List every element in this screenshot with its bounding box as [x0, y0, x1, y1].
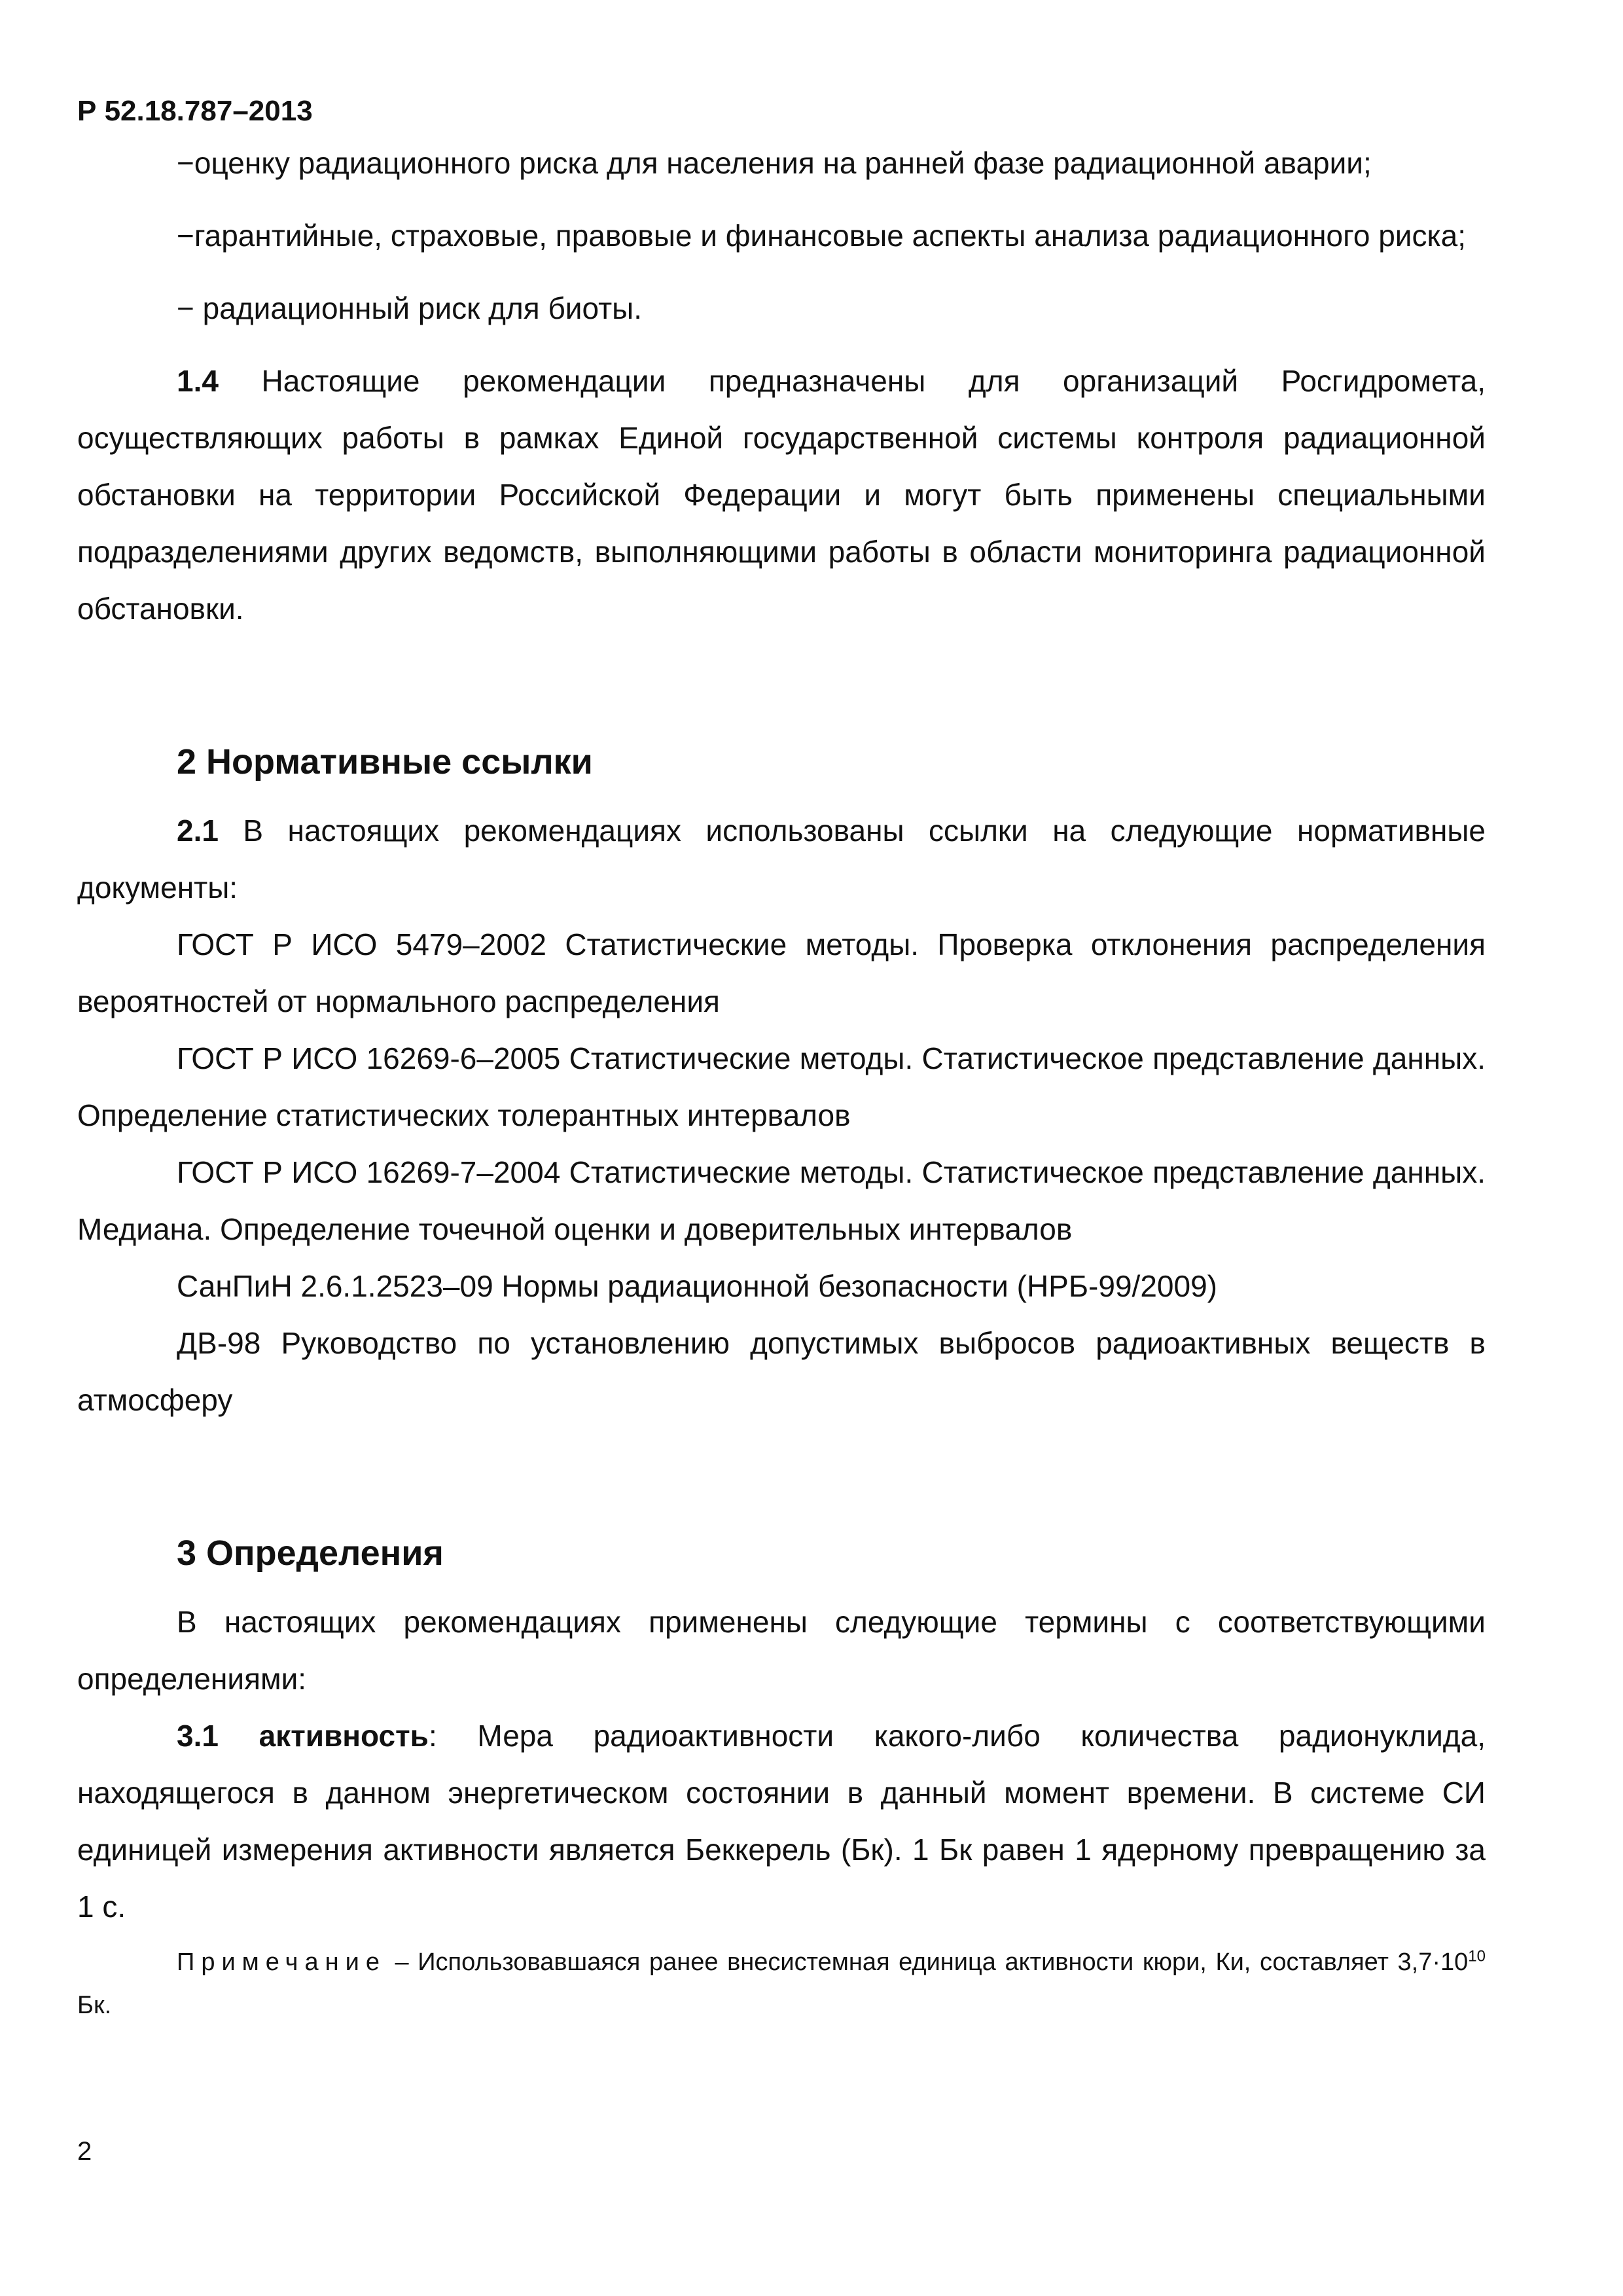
- term-definition: [77, 1708, 1486, 1935]
- reference-item: СанПиН 2.6.1.2523–09 Нормы радиационной безопасности (НРБ-99/2009): [177, 1269, 1217, 1303]
- clause-text: Настоящие рекомендации предназначены для организаций Росгидромета, осуществляющих работы в рамках Единой государственной системы контроля радиационной обстановки на территории Российской Федерации и могут быть применены специальными подразделениями других ведомств, выполняющими работы в области мониторинга радиационной обстановки.: [77, 364, 1486, 626]
- clause-number: 2.1: [177, 814, 219, 848]
- section-intro: В настоящих рекомендациях применены следующие термины с соответствующими определениями:: [77, 1605, 1486, 1696]
- term-text: : Мера радиоактивности какого-либо количества радионуклида, находящегося в данном энергетическом состоянии в данный момент времени. В системе СИ единицей измерения активности является Беккерель (Бк). 1 Бк равен 1 ядерному превращению за 1 с.: [77, 1719, 1486, 1924]
- term-name: 3.1 активность: [177, 1719, 429, 1753]
- clause-text: В настоящих рекомендациях использованы ссылки на следующие нормативные документы:: [77, 814, 1486, 905]
- reference-item: ГОСТ Р ИСО 16269-6–2005 Статистические методы. Статистическое представление данных. Определение статистических толерантных интервалов: [77, 1041, 1486, 1132]
- clause-2-1: [77, 802, 1486, 916]
- note-label: Примечание: [177, 1948, 386, 1976]
- section-heading: 2 Нормативные ссылки: [177, 742, 593, 781]
- reference-item: ГОСТ Р ИСО 5479–2002 Статистические методы. Проверка отклонения распределения вероятностей от нормального распределения: [77, 927, 1486, 1018]
- list-item: −оценку радиационного риска для населения на ранней фазе радиационной аварии;: [177, 146, 1372, 180]
- clause-1-4: [77, 353, 1486, 637]
- clause-number: 1.4: [177, 364, 219, 398]
- page-number: 2: [77, 2137, 92, 2166]
- document-page: [77, 92, 1486, 2027]
- list-item: − радиационный риск для биоты.: [177, 291, 642, 325]
- note-text-end: Бк.: [77, 1992, 112, 2019]
- section-heading: 3 Определения: [177, 1534, 444, 1573]
- note: [77, 1941, 1486, 2027]
- note-superscript: 10: [1468, 1947, 1486, 1965]
- reference-item: ДВ-98 Руководство по установлению допустимых выбросов радиоактивных веществ в атмосферу: [77, 1326, 1486, 1417]
- list-item: −гарантийные, страховые, правовые и финансовые аспекты анализа радиационного риска;: [177, 219, 1467, 253]
- reference-item: ГОСТ Р ИСО 16269-7–2004 Статистические методы. Статистическое представление данных. Медиана. Определение точечной оценки и доверительных интервалов: [77, 1155, 1486, 1246]
- document-code: Р 52.18.787–2013: [77, 95, 313, 127]
- note-text: – Использовавшаяся ранее внесистемная единица активности кюри, Ки, составляет 3,7·10: [385, 1948, 1469, 1976]
